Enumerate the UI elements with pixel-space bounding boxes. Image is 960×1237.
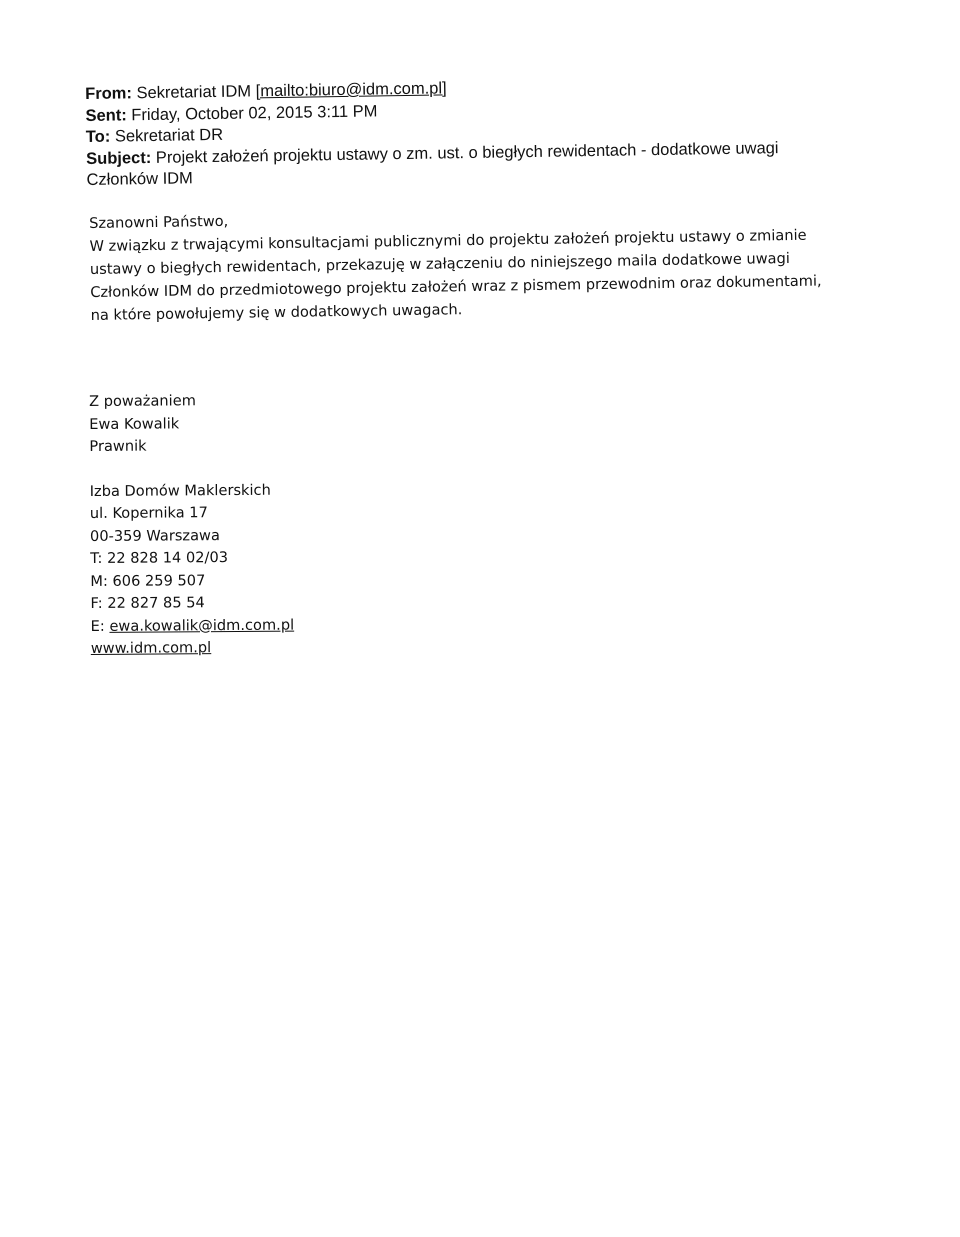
- subject-label: Subject:: [86, 148, 152, 168]
- from-label: From:: [85, 84, 133, 103]
- email-link[interactable]: ewa.kowalik@idm.com.pl: [109, 616, 295, 635]
- signer-role: Prawnik: [89, 437, 147, 455]
- signer-name: Ewa Kowalik: [89, 414, 180, 433]
- website-link[interactable]: www.idm.com.pl: [90, 639, 212, 657]
- subject-value-line-2: Członków IDM: [86, 169, 193, 189]
- body-line: Członków IDM do przedmiotowego projektu założeń wraz z pismem przewodnim oraz dokumentami,: [90, 272, 822, 301]
- body-line: ustawy o biegłych rewidentach, przekazuję w załączeniu do niniejszego maila dodatkowe uwagi: [89, 249, 790, 278]
- to-label: To:: [85, 127, 111, 146]
- street-address: ul. Kopernika 17: [89, 504, 208, 522]
- mobile-number: M: 606 259 507: [90, 571, 206, 590]
- body-line: na które powołujemy się w dodatkowych uwagach.: [90, 301, 463, 324]
- body-line: W związku z trwającymi konsultacjami publicznymi do projektu założeń projektu ustawy o zmianie: [89, 226, 807, 255]
- email-header: [85, 72, 847, 191]
- to-value: Sekretariat DR: [114, 125, 224, 146]
- closing: Z poważaniem: [89, 392, 196, 410]
- city-address: 00-359 Warszawa: [89, 526, 220, 545]
- from-mailto-link[interactable]: [mailto:biuro@idm.com.pl]: [255, 79, 447, 101]
- spacer: [89, 456, 489, 481]
- sent-label: Sent:: [85, 105, 127, 125]
- phone-number: T: 22 828 14 02/03: [90, 549, 229, 567]
- organization: Izba Domów Maklerskich: [89, 481, 271, 500]
- website-line: [91, 635, 491, 660]
- subject-value-line-1: Projekt założeń projektu ustawy o zm. ust. o biegłych rewidentach - dodatkowe uwagi: [155, 138, 779, 167]
- email-body: [89, 200, 851, 327]
- from-value: Sekretariat IDM: [136, 82, 252, 103]
- email-line: [91, 613, 491, 638]
- fax-number: F: 22 827 85 54: [90, 594, 205, 612]
- email-prefix: E:: [90, 617, 110, 635]
- sent-value: Friday, October 02, 2015 3:11 PM: [131, 101, 378, 124]
- email-signature: [89, 388, 491, 660]
- greeting: Szanowni Państwo,: [89, 212, 229, 232]
